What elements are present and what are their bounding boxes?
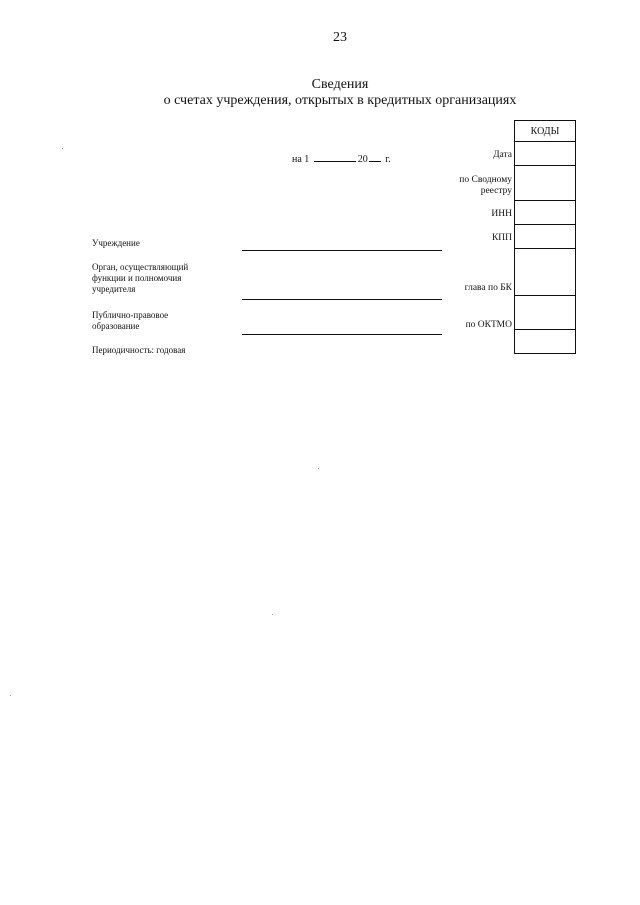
founder-fill-line xyxy=(242,299,442,300)
year-prefix: 20 xyxy=(357,154,368,165)
month-blank xyxy=(314,152,356,162)
founder-label-line-2: функции и полномочия xyxy=(92,273,182,283)
codes-table xyxy=(514,120,576,354)
date-prefix: на 1 xyxy=(292,154,310,165)
founder-label-line-3: учредителя xyxy=(92,284,136,294)
scan-speck xyxy=(10,695,11,696)
date-suffix: г. xyxy=(385,154,391,165)
date-label: Дата xyxy=(493,150,512,160)
page-number: 23 xyxy=(333,30,347,45)
report-date-line xyxy=(292,152,391,165)
institution-fill-line xyxy=(242,250,442,251)
municipality-fill-line xyxy=(242,334,442,335)
date-code-cell xyxy=(515,142,576,166)
periodicity-label: Периодичность: годовая xyxy=(92,345,186,355)
document-subtitle: о счетах учреждения, открытых в кредитных организациях xyxy=(163,93,517,108)
registry-code-cell xyxy=(515,166,576,201)
kpp-label: КПП xyxy=(491,233,512,243)
extra-code-cell xyxy=(515,330,576,354)
scan-speck xyxy=(272,614,273,615)
municipality-label-line-2: образование xyxy=(92,321,140,331)
institution-label: Учреждение xyxy=(92,238,140,248)
kpp-code-cell xyxy=(515,225,576,249)
inn-label: ИНН xyxy=(491,209,512,219)
municipality-label-line-1: Публично-правовое xyxy=(92,310,169,320)
document-title: Сведения xyxy=(311,77,369,92)
founder-label-line-1: Орган, осуществляющий xyxy=(92,262,189,272)
scan-speck xyxy=(318,468,319,469)
bk-chapter-code-cell xyxy=(515,249,576,296)
codes-header: КОДЫ xyxy=(515,121,576,142)
inn-code-cell xyxy=(515,201,576,225)
year-blank xyxy=(369,152,381,162)
oktmo-code-cell xyxy=(515,296,576,330)
scan-speck xyxy=(62,148,63,149)
bk-chapter-label: глава по БК xyxy=(464,283,512,293)
registry-label-line-1: по Сводному xyxy=(459,175,512,185)
oktmo-label: по ОКТМО xyxy=(465,320,512,330)
registry-label-line-2: реестру xyxy=(480,186,512,196)
